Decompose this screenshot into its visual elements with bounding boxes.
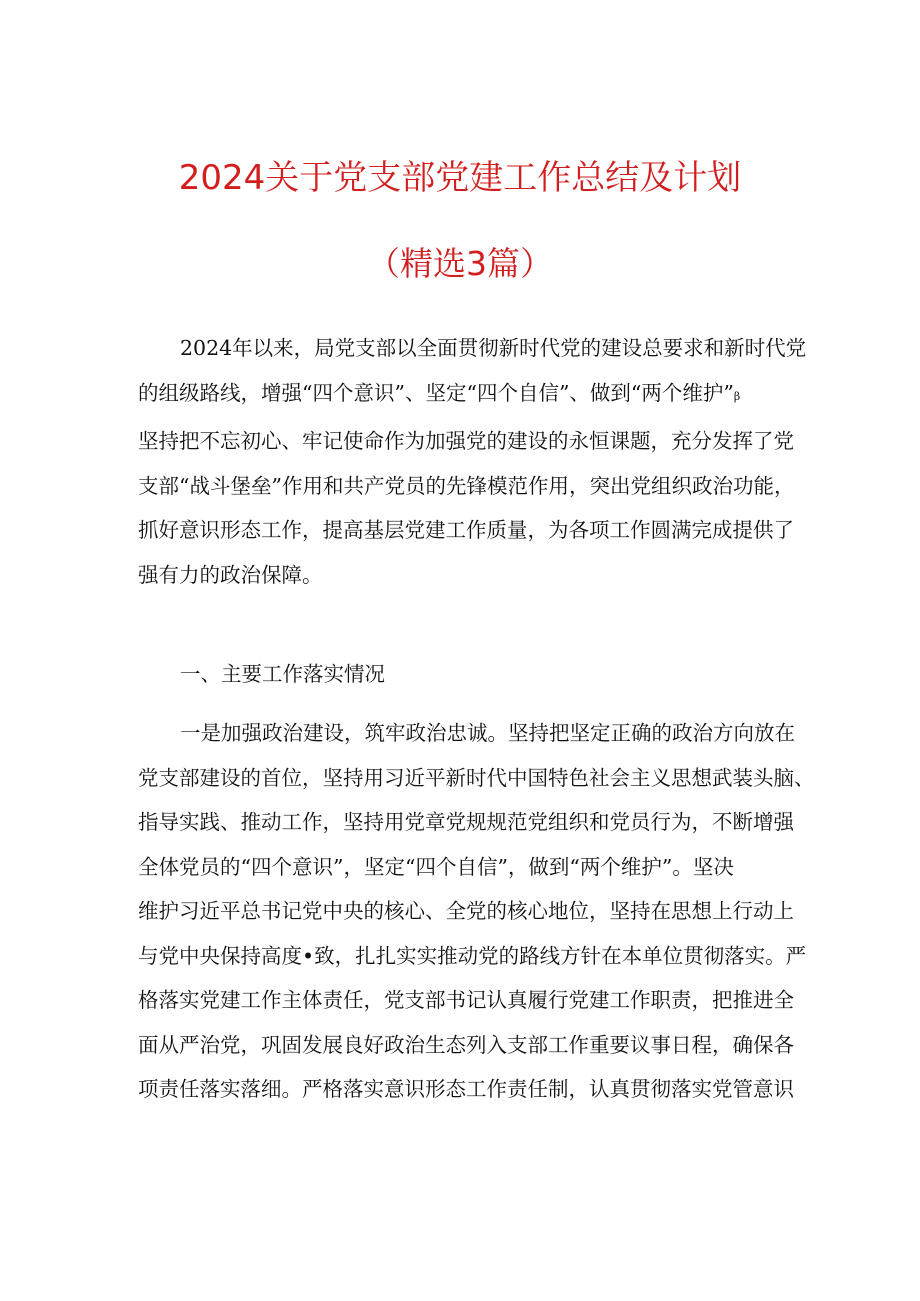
line-end-mark: β — [733, 389, 741, 403]
paragraph-line: 强有力的政治保障。 — [138, 562, 323, 587]
section-paragraph — [138, 711, 815, 1112]
document-title: 2024关于党支部党建工作总结及计划 — [178, 158, 742, 198]
paragraph-line: 支部“战斗堡垒”作用和共产党员的先锋模范作用，突出党组织政治功能， — [138, 473, 795, 498]
paragraph-line: 一是加强政治建设，筑牢政治忠诚。坚持把坚定正确的政治方向放在 — [180, 721, 795, 745]
section-heading: 一、主要工作落实情况 — [180, 662, 385, 686]
paragraph-line: 格落实党建工作主体责任，党支部书记认真履行党建工作职责，把推进全 — [138, 988, 794, 1012]
paragraph-line: 与党中央保持高度•致，扎扎实实推动党的路线方针在本单位贯彻落实。严 — [138, 943, 807, 968]
paragraph-line: 坚持把不忘初心、牢记使命作为加强党的建设的永恒课题，充分发挥了党 — [138, 429, 794, 453]
paragraph-line: 项责任落实落细。严格落实意识形态工作责任制，认真贯彻落实党管意识 — [138, 1077, 794, 1101]
paragraph-line: 党支部建设的首位，坚持用习近平新时代中国特色社会主义思想武装头脑、 — [138, 765, 815, 790]
paragraph-line: 面从严治党，巩固发展良好政治生态列入支部工作重要议事日程，确保各 — [138, 1032, 794, 1057]
paragraph-line: 2024年以来，局党支部以全面贯彻新时代党的建设总要求和新时代党 — [180, 336, 807, 360]
intro-paragraph — [138, 326, 807, 597]
paragraph-line: 指导实践、推动工作，坚持用党章党规规范党组织和党员行为，不断增强 — [138, 810, 794, 834]
paragraph-line-text: 的组级路线，增强“四个意识”、坚定“四个自信”、做到“两个维护” — [138, 380, 734, 405]
paragraph-line: 抓好意识形态工作，提高基层党建工作质量，为各项工作圆满完成提供了 — [138, 518, 794, 542]
paragraph-line — [138, 371, 798, 420]
document-subtitle: （精选3篇） — [367, 244, 553, 283]
paragraph-line: 维护习近平总书记党中央的核心、全党的核心地位，坚持在思想上行动上 — [138, 899, 794, 923]
paragraph-line: 全体党员的“四个意识”，坚定“四个自信”，做到“两个维护”。坚决 — [138, 854, 734, 879]
